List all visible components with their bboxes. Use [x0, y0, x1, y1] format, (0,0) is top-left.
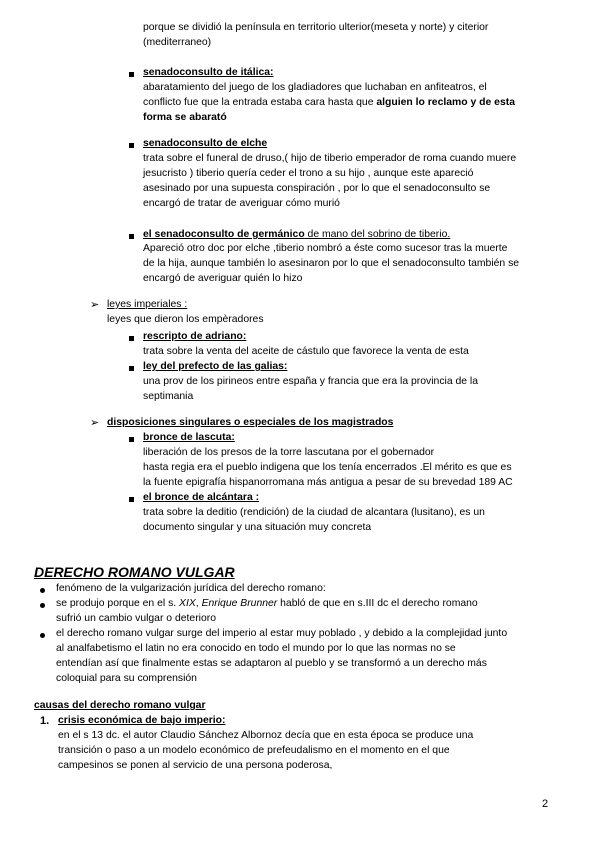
- text-line: al analfabetismo el latin no era conocido en todo el mundo por lo que las normas no se: [56, 643, 456, 654]
- subsection-title-rescripto: rescripto de adriano:: [143, 331, 247, 342]
- text-line: documento singular y una situación muy concreta: [143, 522, 372, 533]
- text-line: se produjo porque en el s. XIX, Enrique Brunner habló de que en s.III dc el derecho romano: [56, 598, 478, 609]
- section-title-disposiciones: disposiciones singulares o especiales de los magistrados: [107, 417, 394, 428]
- text-line: liberación de los presos de la torre lascutana por el gobernador: [143, 447, 435, 458]
- arrow-bullet-icon: ➢: [90, 299, 100, 311]
- text-line: abaratamiento del juego de los gladiadores que luchaban en anfiteatros, el: [143, 82, 487, 93]
- list-number: 1.: [40, 715, 50, 727]
- text-line: fenómeno de la vulgarización jurídica del derecho romano:: [56, 583, 326, 594]
- text-line: conflicto fue que la entrada estaba cara hasta que alguien lo reclamo y de esta: [143, 97, 515, 108]
- square-bullet-icon: [129, 497, 134, 502]
- text-line: encargó de tratar de averiguar cómo murió: [143, 198, 340, 209]
- page-number: 2: [542, 798, 549, 810]
- square-bullet-icon: [129, 143, 134, 148]
- text-line: (mediterraneo): [143, 37, 212, 48]
- section-title-elche: senadoconsulto de elche: [143, 138, 268, 149]
- text-line: de la hija, aunque también lo asesinaron por lo que el senadoconsulto también se: [143, 258, 520, 269]
- text-line: sufrió un cambio vulgar o deterioro: [56, 613, 216, 624]
- text-line: en el s 13 dc. el autor Claudio Sánchez Albornoz decía que en esta época se produce una: [58, 730, 474, 741]
- subsection-title-crisis: crisis económica de bajo imperio:: [58, 715, 226, 726]
- square-bullet-icon: [129, 234, 134, 239]
- text-line: hasta regia era el pueblo indigena que los tenía encerrados .El mérito es que es: [143, 462, 512, 473]
- square-bullet-icon: [129, 336, 134, 341]
- text-line: una prov de los pirineos entre españa y francia que era la provincia de la: [143, 376, 479, 387]
- square-bullet-icon: [129, 366, 134, 371]
- arrow-bullet-icon: ➢: [90, 417, 100, 429]
- text-line: campesinos se ponen al servicio de una persona poderosa,: [58, 760, 333, 771]
- text-line: el derecho romano vulgar surge del imperio al estar muy poblado , y debido a la complejidad junto: [56, 628, 508, 639]
- text-line: forma se abarató: [143, 112, 227, 123]
- text-line: leyes que dieron los empèradores: [107, 314, 264, 325]
- square-bullet-icon: [129, 72, 134, 77]
- text-line: entendían así que finalmente estas se adaptaron al pueblo y se transformó a un derecho más: [56, 658, 487, 669]
- text-line: asesinado por una supuesta conspiración , por lo que el senadoconsulto se: [143, 183, 491, 194]
- round-bullet-icon: [40, 633, 45, 638]
- text-line: jesucristo ) tiberio quería ceder el trono a su hijo , aunque este apareció: [143, 168, 474, 179]
- subsection-title-galias: ley del prefecto de las galias:: [143, 361, 288, 372]
- round-bullet-icon: [40, 588, 45, 593]
- subsection-title-lascuta: bronce de lascuta:: [143, 432, 235, 443]
- text-line: septimania: [143, 391, 194, 402]
- text-line: la fuente epigrafía hispanorromana más antigua a pesar de su brevedad 189 AC: [143, 477, 513, 488]
- section-title-italica: senadoconsulto de itálica:: [143, 67, 274, 78]
- text-line: transición o paso a un modelo económico de prefeudalismo en el momento en el que: [58, 745, 450, 756]
- text-line: encargó de averiguar quién lo hizo: [143, 273, 303, 284]
- text-line: trata sobre el funeral de druso,( hijo de tiberio emperador de roma cuando muere: [143, 153, 517, 164]
- section-title-leyes: leyes imperiales :: [107, 299, 188, 310]
- page-heading: DERECHO ROMANO VULGAR: [34, 564, 235, 580]
- section-title-germanico: el senadoconsulto de germánico de mano del sobrino de tiberio.: [143, 229, 451, 240]
- section-title-causas: causas del derecho romano vulgar: [34, 700, 206, 711]
- round-bullet-icon: [40, 603, 45, 608]
- text-line: trata sobre la deditio (rendición) de la ciudad de alcantara (lusitano), es un: [143, 507, 485, 518]
- text-line: porque se dividió la península en territorio ulterior(meseta y norte) y citerior: [143, 22, 489, 33]
- subsection-title-alcantara: el bronce de alcántara :: [143, 492, 260, 503]
- text-line: Apareció otro doc por elche ,tiberio nombró a éste como sucesor tras la muerte: [143, 243, 508, 254]
- text-line: trata sobre la venta del aceite de cástulo que favorece la venta de esta: [143, 346, 469, 357]
- text-line: coloquial para su comprensión: [56, 673, 197, 684]
- square-bullet-icon: [129, 437, 134, 442]
